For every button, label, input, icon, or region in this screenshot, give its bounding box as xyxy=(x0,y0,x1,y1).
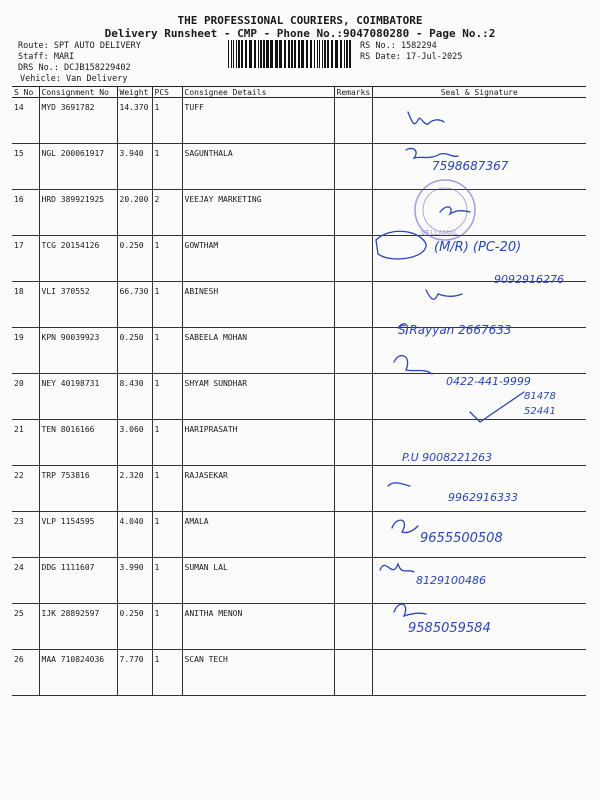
col-pcs: PCS xyxy=(152,87,182,98)
hw-23: 9962916333 xyxy=(448,491,518,504)
row-sno: 15 xyxy=(12,144,39,190)
row-weight: 4.040 xyxy=(117,512,152,558)
row-remarks xyxy=(334,144,372,190)
row-remarks xyxy=(334,236,372,282)
col-sno: S No xyxy=(12,87,39,98)
hw-26: 9585059584 xyxy=(408,621,491,636)
row-seal-signature xyxy=(372,374,586,420)
hw-22: P.U 9008221263 xyxy=(402,451,493,464)
row-consignee: TUFF xyxy=(182,98,334,144)
row-pcs: 1 xyxy=(152,558,182,604)
row-pcs: 1 xyxy=(152,650,182,696)
row-consignment-no: IJK 28892597 xyxy=(39,604,117,650)
table-row xyxy=(12,466,586,512)
row-consignee: SHYAM SUNDHAR xyxy=(182,374,334,420)
row-seal-signature xyxy=(372,98,586,144)
row-weight: 0.250 xyxy=(117,604,152,650)
table-row xyxy=(12,144,586,190)
row-pcs: 1 xyxy=(152,466,182,512)
row-sno: 19 xyxy=(12,328,39,374)
row-remarks xyxy=(334,650,372,696)
row-seal-signature xyxy=(372,144,586,190)
row-pcs: 1 xyxy=(152,144,182,190)
row-consignee: SCAN TECH xyxy=(182,650,334,696)
barcode xyxy=(228,40,352,68)
hw-15: 7598687367 xyxy=(432,159,509,173)
company-title: THE PROFESSIONAL COURIERS, COIMBATORE xyxy=(177,14,423,27)
row-seal-signature xyxy=(372,558,586,604)
hw-19: S Rayyan 2667633 xyxy=(398,323,512,337)
row-pcs: 1 xyxy=(152,420,182,466)
row-seal-signature xyxy=(372,282,586,328)
table-row xyxy=(12,374,586,420)
row-remarks xyxy=(334,512,372,558)
col-weight: Weight xyxy=(117,87,152,98)
row-pcs: 1 xyxy=(152,604,182,650)
row-pcs: 1 xyxy=(152,512,182,558)
hw-17: (M/R) (PC-20) xyxy=(434,240,522,255)
route-label: Route: SPT AUTO DELIVERY xyxy=(18,41,141,51)
row-weight: 3.990 xyxy=(117,558,152,604)
row-pcs: 1 xyxy=(152,98,182,144)
row-sno: 20 xyxy=(12,374,39,420)
row-consignment-no: KPN 90039923 xyxy=(39,328,117,374)
row-consignment-no: HRD 389921925 xyxy=(39,190,117,236)
row-weight: 0.250 xyxy=(117,328,152,374)
row-sno: 21 xyxy=(12,420,39,466)
row-consignment-no: TRP 753816 xyxy=(39,466,117,512)
hw-20: 0422-441-9999 xyxy=(446,375,531,388)
vehicle-label: Vehicle: Van Delivery xyxy=(20,74,128,84)
row-consignee: HARIPRASATH xyxy=(182,420,334,466)
row-sno: 23 xyxy=(12,512,39,558)
hw-21a: 81478 xyxy=(524,391,556,402)
row-weight: 3.940 xyxy=(117,144,152,190)
row-sno: 14 xyxy=(12,98,39,144)
row-remarks xyxy=(334,420,372,466)
table-header-row xyxy=(12,87,586,98)
table-row xyxy=(12,98,586,144)
hw-25: 8129100486 xyxy=(416,574,486,587)
drs-number: DRS No.: DCJB158229402 xyxy=(18,63,131,73)
row-seal-signature xyxy=(372,512,586,558)
rs-number: RS No.: 1582294 xyxy=(360,41,437,51)
staff-label: Staff: MARI xyxy=(18,52,75,62)
row-consignee: GOWTHAM xyxy=(182,236,334,282)
row-consignee: ANITHA MENON xyxy=(182,604,334,650)
row-seal-signature xyxy=(372,650,586,696)
table-row xyxy=(12,604,586,650)
row-consignment-no: MAA 710824036 xyxy=(39,650,117,696)
table-row xyxy=(12,650,586,696)
row-remarks xyxy=(334,374,372,420)
row-sno: 17 xyxy=(12,236,39,282)
col-consignee: Consignee Details xyxy=(182,87,334,98)
row-consignee: SUMAN LAL xyxy=(182,558,334,604)
row-remarks xyxy=(334,282,372,328)
row-pcs: 1 xyxy=(152,236,182,282)
row-weight: 3.060 xyxy=(117,420,152,466)
row-remarks xyxy=(334,558,372,604)
stamp-text: VELLAMAL xyxy=(421,229,458,237)
row-weight: 14.370 xyxy=(117,98,152,144)
row-consignment-no: TCG 20154126 xyxy=(39,236,117,282)
row-weight: 20.200 xyxy=(117,190,152,236)
row-consignment-no: NEY 40198731 xyxy=(39,374,117,420)
row-sno: 24 xyxy=(12,558,39,604)
row-sno: 22 xyxy=(12,466,39,512)
row-seal-signature xyxy=(372,420,586,466)
row-consignment-no: VLP 1154595 xyxy=(39,512,117,558)
row-remarks xyxy=(334,466,372,512)
row-seal-signature xyxy=(372,604,586,650)
row-seal-signature xyxy=(372,190,586,236)
row-consignment-no: TEN 8016166 xyxy=(39,420,117,466)
hw-18: 9092916276 xyxy=(494,273,564,286)
row-weight: 66.730 xyxy=(117,282,152,328)
row-pcs: 1 xyxy=(152,328,182,374)
row-weight: 2.320 xyxy=(117,466,152,512)
row-consignment-no: DDG 1111607 xyxy=(39,558,117,604)
row-pcs: 1 xyxy=(152,282,182,328)
row-weight: 7.770 xyxy=(117,650,152,696)
row-remarks xyxy=(334,604,372,650)
row-consignee: ABINESH xyxy=(182,282,334,328)
row-consignment-no: VLI 370552 xyxy=(39,282,117,328)
row-pcs: 1 xyxy=(152,374,182,420)
row-consignee: SABEELA MOHAN xyxy=(182,328,334,374)
row-seal-signature xyxy=(372,328,586,374)
col-remarks: Remarks xyxy=(334,87,372,98)
row-weight: 0.250 xyxy=(117,236,152,282)
row-sno: 18 xyxy=(12,282,39,328)
hw-24: 9655500508 xyxy=(420,531,503,546)
col-consignment: Consignment No xyxy=(39,87,117,98)
row-consignee: SAGUNTHALA xyxy=(182,144,334,190)
row-consignment-no: MYD 3691782 xyxy=(39,98,117,144)
runsheet-table xyxy=(12,86,586,696)
table-row xyxy=(12,420,586,466)
row-consignment-no: NGL 200061917 xyxy=(39,144,117,190)
row-remarks xyxy=(334,190,372,236)
row-remarks xyxy=(334,98,372,144)
row-remarks xyxy=(334,328,372,374)
row-sno: 25 xyxy=(12,604,39,650)
table-row xyxy=(12,236,586,282)
table-row xyxy=(12,512,586,558)
row-sno: 16 xyxy=(12,190,39,236)
row-sno: 26 xyxy=(12,650,39,696)
row-consignee: RAJASEKAR xyxy=(182,466,334,512)
table-row xyxy=(12,282,586,328)
table-row xyxy=(12,558,586,604)
row-seal-signature xyxy=(372,466,586,512)
table-row xyxy=(12,328,586,374)
row-weight: 8.430 xyxy=(117,374,152,420)
row-consignee: VEEJAY MARKETING xyxy=(182,190,334,236)
rs-date: RS Date: 17-Jul-2025 xyxy=(360,52,463,62)
row-pcs: 2 xyxy=(152,190,182,236)
runsheet-subtitle: Delivery Runsheet - CMP - Phone No.:9047080280 - Page No.:2 xyxy=(104,27,496,40)
row-consignee: AMALA xyxy=(182,512,334,558)
table-row xyxy=(12,190,586,236)
col-seal-signature: Seal & Signature xyxy=(372,87,586,98)
hw-21b: 52441 xyxy=(524,406,556,417)
row-seal-signature xyxy=(372,236,586,282)
